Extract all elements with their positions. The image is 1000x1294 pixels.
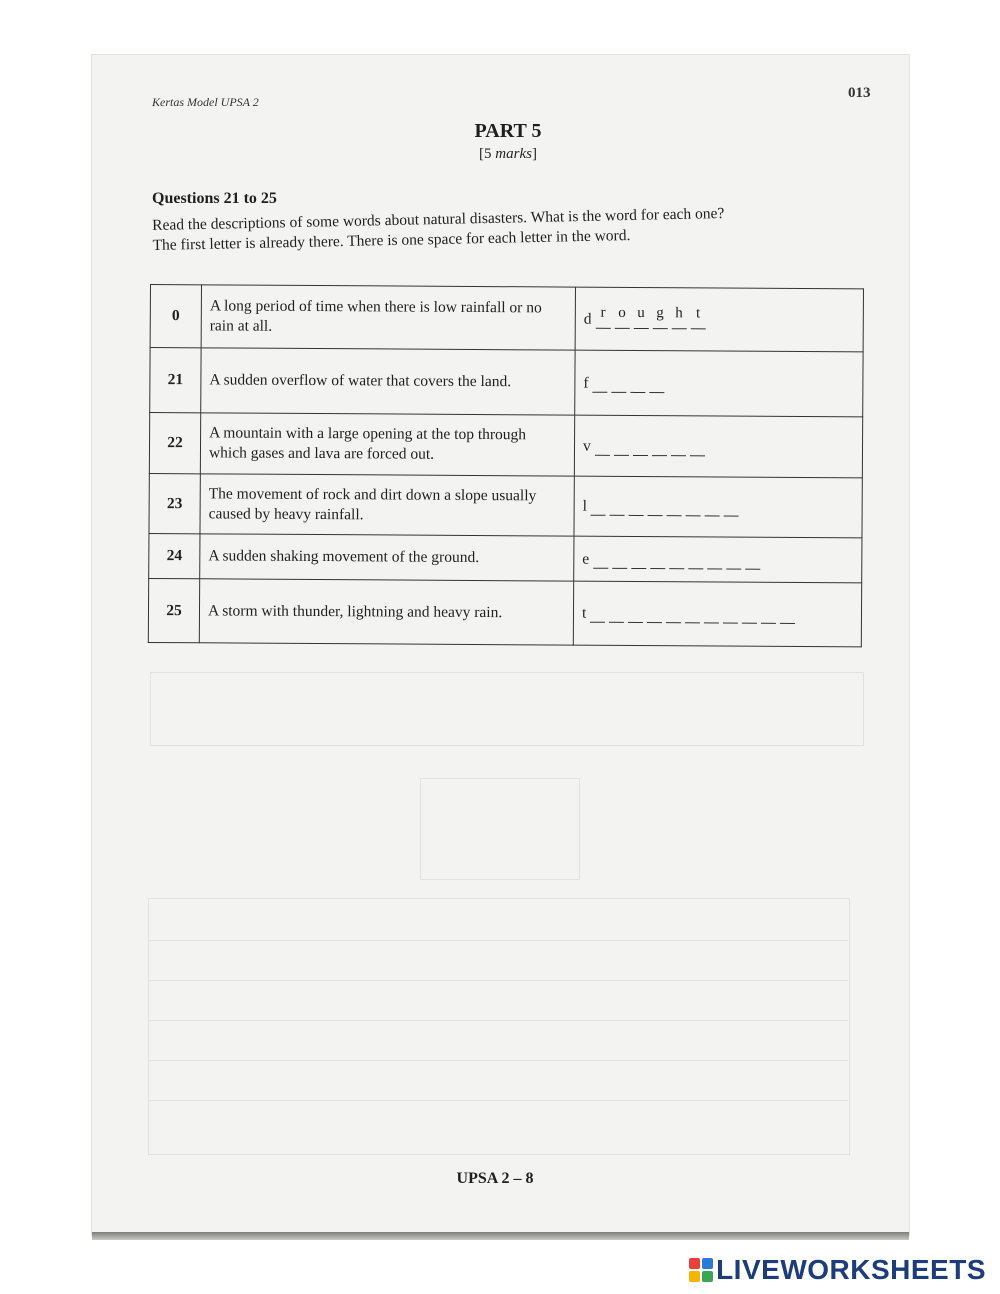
filled-letter: t <box>695 304 701 321</box>
letter-slot[interactable] <box>612 549 627 568</box>
instructions-line-2: The first letter is already there. There is one space for each letter in the word. <box>152 226 631 254</box>
answer-input-q23[interactable] <box>591 498 743 516</box>
first-letter: v <box>582 437 591 455</box>
answer-cell <box>574 476 862 538</box>
answer-cell <box>575 287 863 352</box>
show-through-box-2 <box>420 778 580 880</box>
letter-slot[interactable] <box>650 550 665 569</box>
letter-slot[interactable] <box>780 605 795 624</box>
liveworksheets-brand[interactable] <box>689 1254 986 1286</box>
filled-letter: u <box>637 304 645 321</box>
letter-slot[interactable] <box>629 497 644 516</box>
part-marks <box>0 146 1000 163</box>
table-row-q21 <box>150 348 863 417</box>
letter-slot[interactable] <box>648 497 663 516</box>
letter-slot[interactable] <box>726 550 741 569</box>
letter-slot[interactable] <box>612 373 627 392</box>
letter-slot <box>671 304 686 329</box>
question-number: 21 <box>150 348 201 413</box>
answer-cell <box>575 350 863 417</box>
questions-heading: Questions 21 to 25 <box>152 190 277 207</box>
instructions-line-1: Read the descriptions of some words about natural disasters. What is the word for each one? <box>152 205 725 234</box>
letter-slot <box>652 304 667 329</box>
answer-cell <box>574 536 862 583</box>
show-through-line <box>148 940 848 941</box>
letter-slot[interactable] <box>590 604 605 623</box>
letter-slot[interactable] <box>652 437 667 456</box>
part-title: PART 5 <box>474 120 542 142</box>
first-letter: l <box>582 497 588 515</box>
letter-slot[interactable] <box>667 497 682 516</box>
letter-slot[interactable] <box>742 605 757 624</box>
table-row-q23 <box>149 473 862 537</box>
first-letter: d <box>583 310 592 328</box>
question-description: The movement of rock and dirt down a slope usually caused by heavy rainfall. <box>200 474 574 536</box>
show-through-line <box>148 980 848 981</box>
letter-slot[interactable] <box>723 605 738 624</box>
marks-word: marks <box>495 146 532 162</box>
question-number: 23 <box>149 473 200 533</box>
answer-input-q22[interactable] <box>595 437 709 455</box>
question-number: 25 <box>148 578 199 642</box>
filled-letter: o <box>618 304 626 321</box>
question-number: 22 <box>149 413 200 474</box>
letter-slot[interactable] <box>685 604 700 623</box>
letter-slot[interactable] <box>688 550 703 569</box>
table-row-q25 <box>148 578 861 646</box>
letter-slot[interactable] <box>631 549 646 568</box>
questions-table <box>148 284 864 647</box>
letter-slot[interactable] <box>671 437 686 456</box>
question-number: 24 <box>149 533 200 578</box>
show-through-line <box>148 1100 848 1101</box>
logo-square <box>689 1271 700 1282</box>
letter-slot[interactable] <box>614 436 629 455</box>
letter-slot[interactable] <box>690 437 705 456</box>
letter-slot[interactable] <box>761 605 776 624</box>
show-through-line <box>148 1020 848 1021</box>
letter-slot[interactable] <box>631 373 646 392</box>
answer-cell <box>573 581 861 647</box>
letter-slot[interactable] <box>609 604 624 623</box>
table-row-example <box>150 285 863 352</box>
letter-slot[interactable] <box>724 498 739 517</box>
letter-slot[interactable] <box>669 550 684 569</box>
page-number: 013 <box>848 85 871 101</box>
letter-slot[interactable] <box>628 604 643 623</box>
letter-slot <box>614 304 629 328</box>
letter-slot[interactable] <box>593 549 608 568</box>
brand-name: LIVEWORKSHEETS <box>716 1254 986 1285</box>
letter-slot[interactable] <box>705 497 720 516</box>
letter-slot[interactable] <box>647 604 662 623</box>
logo-square <box>702 1271 713 1282</box>
table-row-q22 <box>149 413 862 478</box>
marks-open: [5 <box>479 146 496 162</box>
show-through-box-3 <box>148 898 850 1155</box>
answer-input-q21[interactable] <box>593 374 669 391</box>
letter-slot[interactable] <box>595 436 610 455</box>
letter-slot[interactable] <box>610 497 625 516</box>
table-row-q24 <box>149 533 862 582</box>
first-letter: f <box>583 374 589 392</box>
first-letter: e <box>582 550 590 568</box>
first-letter: t <box>581 604 587 622</box>
question-number: 0 <box>150 285 201 348</box>
answer-input-q25[interactable] <box>590 605 799 623</box>
letter-slot[interactable] <box>666 604 681 623</box>
paper-title: Kertas Model UPSA 2 <box>152 95 259 109</box>
letter-slot[interactable] <box>704 604 719 623</box>
filled-letter: r <box>600 304 606 321</box>
letter-slot <box>633 304 648 328</box>
logo-square <box>702 1258 713 1269</box>
marks-close: ] <box>531 146 537 162</box>
question-description: A storm with thunder, lightning and heavy rain. <box>199 579 573 645</box>
answer-input-q24[interactable] <box>593 550 764 568</box>
letter-slot[interactable] <box>633 436 648 455</box>
question-description: A sudden overflow of water that covers the land. <box>201 348 575 415</box>
show-through-line <box>148 1060 848 1061</box>
page-footer: UPSA 2 – 8 <box>456 1170 534 1187</box>
letter-slot[interactable] <box>707 550 722 569</box>
letter-slot <box>690 304 705 329</box>
filled-letter: h <box>675 304 683 321</box>
letter-slot[interactable] <box>593 373 608 392</box>
letter-slot[interactable] <box>745 550 760 569</box>
liveworksheets-logo-icon <box>689 1258 713 1282</box>
letter-slot <box>595 304 610 328</box>
filled-letter: g <box>656 304 664 321</box>
question-description: A sudden shaking movement of the ground. <box>200 534 574 581</box>
logo-square <box>689 1258 700 1269</box>
question-description: A mountain with a large opening at the top through which gases and lava are forced out. <box>200 413 574 476</box>
show-through-box-1 <box>150 672 864 746</box>
letter-slot[interactable] <box>686 497 701 516</box>
page-edge-shadow <box>92 1232 909 1240</box>
letter-slot[interactable] <box>591 497 606 516</box>
letter-slot[interactable] <box>650 374 665 393</box>
answer-cell <box>574 415 862 478</box>
question-description: A long period of time when there is low rainfall or no rain at all. <box>201 285 575 350</box>
